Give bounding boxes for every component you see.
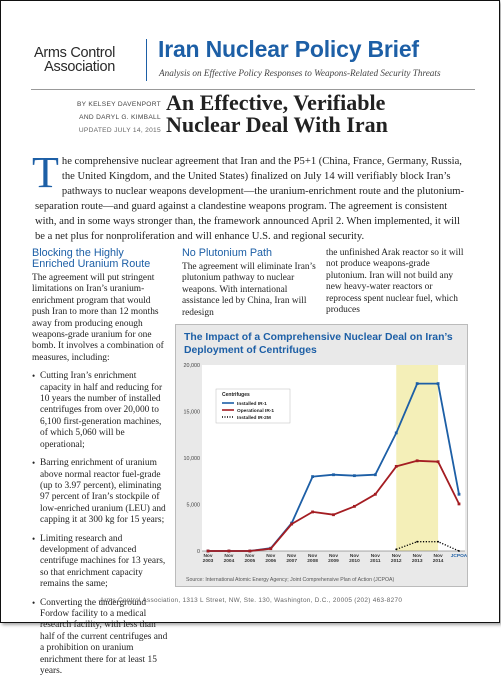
bullet-item: • Barring enrichment of uranium above normal reactor fuel-grade (up to 3.97 percent), eliminating 97 percent of Iran’s stockpile of low-enriched uranium (LEU) and capping it at 300 kg for 15 years; [32, 458, 168, 526]
data-point [332, 513, 335, 516]
legend-label: Operational IR-1 [237, 408, 275, 414]
y-tick-label: 10,000 [183, 456, 200, 462]
data-point [207, 550, 210, 553]
data-point [228, 550, 231, 553]
x-tick-label: Nov 2011 [370, 554, 381, 564]
legend-label: Installed IR-1 [237, 401, 267, 407]
chart-svg [176, 325, 469, 588]
bullet-item: • Limiting research and development of advanced centrifuge machines for 13 years, so that enrichment capacity remains the same; [32, 534, 168, 591]
data-point [395, 465, 398, 468]
data-point [374, 473, 377, 476]
bullet-item: • Converting the underground Fordow facility to a medical research facility, with less than half of the current centrifuges and a prohibition on uranium enrichment there for at least 15 years. [32, 598, 168, 678]
brief-title: Iran Nuclear Policy Brief [158, 36, 419, 62]
data-point [416, 459, 419, 462]
x-tick-label: Nov 2014 [432, 554, 444, 564]
data-point [290, 523, 293, 526]
x-tick-label: Nov 2013 [411, 554, 423, 564]
legend-label: Installed IR-2M [237, 415, 271, 421]
data-point [311, 511, 314, 514]
x-tick-label: Nov 2006 [265, 554, 277, 564]
data-point [395, 548, 397, 550]
x-tick-label: Nov 2004 [223, 554, 235, 564]
chart-title: The Impact of a Comprehensive Nuclear Deal on Iran’s Deployment of Centrifuges [184, 332, 453, 356]
x-tick-label: Nov 2012 [390, 554, 402, 564]
centrifuge-chart [175, 324, 468, 587]
updated-date: UPDATED JULY 14, 2015 [78, 127, 161, 134]
data-point [416, 382, 419, 385]
section-heading-uranium: Blocking the Highly Enriched Uranium Route [32, 247, 151, 270]
x-tick-label: Nov 2007 [286, 554, 298, 564]
data-point [332, 473, 335, 476]
data-point [353, 505, 356, 508]
data-point [416, 541, 418, 543]
legend-title: Centrifuges [222, 392, 250, 398]
data-point [437, 541, 439, 543]
org-name-line1: Arms Control [34, 45, 115, 61]
lead-paragraph [32, 148, 471, 244]
column-1 [32, 248, 168, 684]
x-tick-label: Nov 2009 [328, 554, 339, 564]
arak-text: the unfinished Arak reactor so it will not produce weapons-grade plutonium. Iran will not build any new heavy-water reactors or reprocess spent nuclear fuel, which produces [326, 248, 464, 316]
headline [166, 92, 388, 136]
data-point [248, 550, 251, 553]
x-tick-label: Nov 2003 [202, 554, 214, 564]
bullet-item: • Cutting Iran’s enrichment capacity in half and reducing for 10 years the number of installed centrifuges from over 20,000 to 6,100 first-generation machines, of which 5,060 will be operational; [32, 371, 168, 451]
headline-line-1: An Effective, Verifiable [166, 90, 386, 115]
data-point [458, 550, 460, 552]
masthead-divider [146, 39, 147, 81]
author-2: AND DARYL G. KIMBALL [79, 114, 161, 121]
uranium-intro: The agreement will put stringent limitations on Iran’s uranium-enrichment program that would push Iran to more than 12 months away from producing enough weapons-grade uranium for one bomb. It involves a combination of measures, including: [32, 273, 164, 363]
author-1: BY KELSEY DAVENPORT [76, 101, 161, 108]
x-tick-label: Nov 2008 [307, 554, 318, 564]
y-tick-label: 20,000 [183, 363, 200, 369]
data-point [458, 503, 461, 506]
section-heading-plutonium: No Plutonium Path [182, 247, 273, 259]
column-3 [326, 248, 466, 323]
data-point [269, 547, 272, 550]
plutonium-text: The agreement will eliminate Iran’s plutonium pathway to nuclear weapons. With international assistance led by China, Iran will redesign [182, 262, 316, 318]
y-tick-label: 15,000 [183, 409, 200, 416]
lead-text: he comprehensive nuclear agreement that Iran and the P5+1 (China, France, Germany, Russia, the United Kingdom, and the United States) finalized on July 14 will verifiably block Iran’s pathways to nuclear weapons development—the uranium-enrichment route and the plutonium-separation route—and guard against a clandestine weapons program. The agreement is consistent with, and in some ways stronger than, the framework announced April 2. When implemented, it will be a net plus for nonproliferation and will enhance U.S. and regional security. [35, 156, 465, 242]
column-2 [182, 248, 317, 326]
data-point [395, 431, 398, 434]
arms-control-association-logo[interactable] [34, 47, 115, 75]
byline [59, 98, 161, 137]
data-point [374, 493, 377, 496]
brief-subtitle: Analysis on Effective Policy Responses to Weapons-Related Security Threats [159, 68, 441, 78]
data-point [458, 493, 461, 496]
shaded-region [396, 365, 438, 551]
footer-address: Arms Control Association, 1313 L Street, NW, Ste. 130, Washington, D.C., 20005 (202) 463-8270 [99, 597, 403, 604]
data-point [437, 460, 440, 463]
x-tick-label: Nov 2005 [244, 554, 256, 564]
data-point [437, 382, 440, 385]
drop-cap: T [32, 148, 59, 197]
data-point [353, 474, 356, 477]
org-name-line2: Association [44, 59, 115, 76]
data-point [311, 475, 314, 478]
headline-line-2: Nuclear Deal With Iran [166, 112, 388, 137]
x-tick-label: Nov 2010 [349, 554, 360, 564]
x-tick-label: JCPOA [450, 554, 468, 559]
chart-source: Source: International Atomic Energy Agency; Joint Comprehensive Plan of Action (JCPOA) [186, 577, 395, 583]
y-tick-label: 5,000 [186, 502, 200, 509]
y-tick-label: 0 [197, 549, 200, 555]
